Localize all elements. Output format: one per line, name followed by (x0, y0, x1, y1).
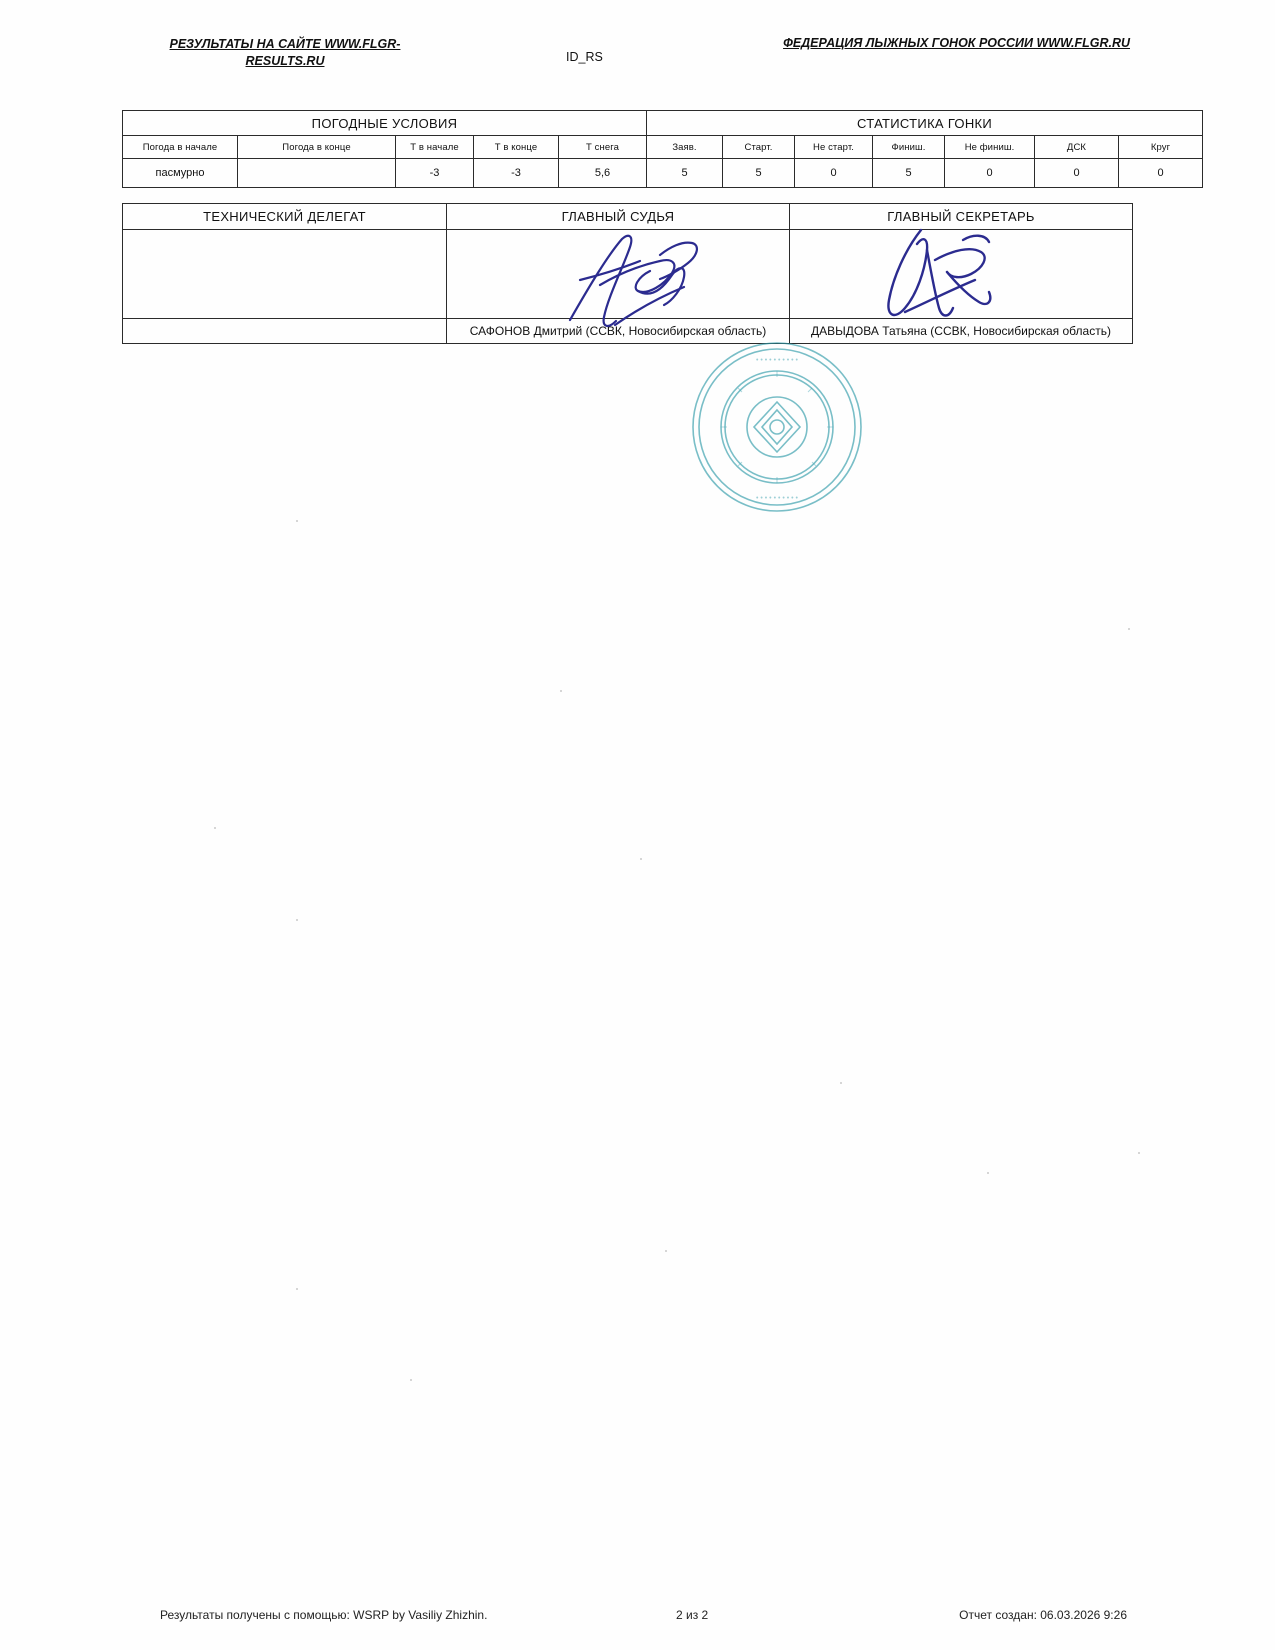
scan-speck (665, 1250, 667, 1252)
officials-signature-row (123, 230, 1133, 319)
scan-speck (410, 1379, 412, 1381)
name-chief-secretary: ДАВЫДОВА Татьяна (ССВК, Новосибирская область) (790, 319, 1133, 344)
header-left-note: РЕЗУЛЬТАТЫ НА САЙТЕ WWW.FLGR-RESULTS.RU (169, 37, 401, 68)
col-did-not-finish: Не финиш. (945, 136, 1035, 159)
col-temp-start: Т в начале (396, 136, 474, 159)
scan-speck (560, 690, 562, 692)
stats-title: СТАТИСТИКА ГОНКИ (647, 111, 1203, 136)
footer-page-number: 2 из 2 (676, 1608, 709, 1622)
col-chief-judge: ГЛАВНЫЙ СУДЬЯ (447, 204, 790, 230)
weather-and-stats-table (122, 110, 1203, 188)
val-started: 5 (723, 159, 795, 188)
col-disqualified: ДСК (1035, 136, 1119, 159)
val-weather-start: пасмурно (123, 159, 238, 188)
officials-header-row (123, 204, 1133, 230)
name-technical-delegate (123, 319, 447, 344)
scan-speck (1138, 1152, 1140, 1154)
scan-speck (840, 1082, 842, 1084)
table-header-row (123, 136, 1203, 159)
signature-slot-technical-delegate (123, 230, 447, 319)
scan-speck (987, 1172, 989, 1174)
weather-title: ПОГОДНЫЕ УСЛОВИЯ (123, 111, 647, 136)
scan-speck (296, 520, 298, 522)
page-footer (0, 1590, 1275, 1650)
scan-speck (640, 858, 642, 860)
scan-speck (214, 827, 216, 829)
officials-table (122, 203, 1133, 344)
footer-generator-note: Результаты получены с помощью: WSRP by Vasiliy Zhizhin. (160, 1608, 488, 1622)
val-temp-start: -3 (396, 159, 474, 188)
val-entered: 5 (647, 159, 723, 188)
val-finished: 5 (873, 159, 945, 188)
table-value-row (123, 159, 1203, 188)
signature-slot-chief-secretary (790, 230, 1133, 319)
col-weather-start: Погода в начале (123, 136, 238, 159)
officials-name-row (123, 319, 1133, 344)
col-technical-delegate: ТЕХНИЧЕСКИЙ ДЕЛЕГАТ (123, 204, 447, 230)
col-did-not-start: Не старт. (795, 136, 873, 159)
col-weather-end: Погода в конце (238, 136, 396, 159)
val-lapped: 0 (1119, 159, 1203, 188)
svg-text:• • • • • • • • • •: • • • • • • • • • • (755, 495, 799, 502)
val-snow-temp: 5,6 (559, 159, 647, 188)
col-snow-temp: Т снега (559, 136, 647, 159)
col-lapped: Круг (1119, 136, 1203, 159)
svg-text:• • • • • • • • • •: • • • • • • • • • • (755, 357, 799, 364)
scan-speck (296, 919, 298, 921)
signature-slot-chief-judge (447, 230, 790, 319)
footer-report-created: Отчет создан: 06.03.2026 9:26 (959, 1608, 1127, 1622)
col-chief-secretary: ГЛАВНЫЙ СЕКРЕТАРЬ (790, 204, 1133, 230)
official-round-stamp (690, 340, 865, 515)
val-did-not-start: 0 (795, 159, 873, 188)
header-right-note: ФЕДЕРАЦИЯ ЛЫЖНЫХ ГОНОК РОССИИ WWW.FLGR.RU (783, 36, 1130, 50)
val-did-not-finish: 0 (945, 159, 1035, 188)
scan-speck (296, 1288, 298, 1290)
col-started: Старт. (723, 136, 795, 159)
col-temp-end: Т в конце (474, 136, 559, 159)
val-disqualified: 0 (1035, 159, 1119, 188)
scan-speck (1128, 628, 1130, 630)
col-finished: Финиш. (873, 136, 945, 159)
val-weather-end (238, 159, 396, 188)
val-temp-end: -3 (474, 159, 559, 188)
header-id-label: ID_RS (566, 50, 603, 64)
name-chief-judge: САФОНОВ Дмитрий (ССВК, Новосибирская область) (447, 319, 790, 344)
col-entered: Заяв. (647, 136, 723, 159)
